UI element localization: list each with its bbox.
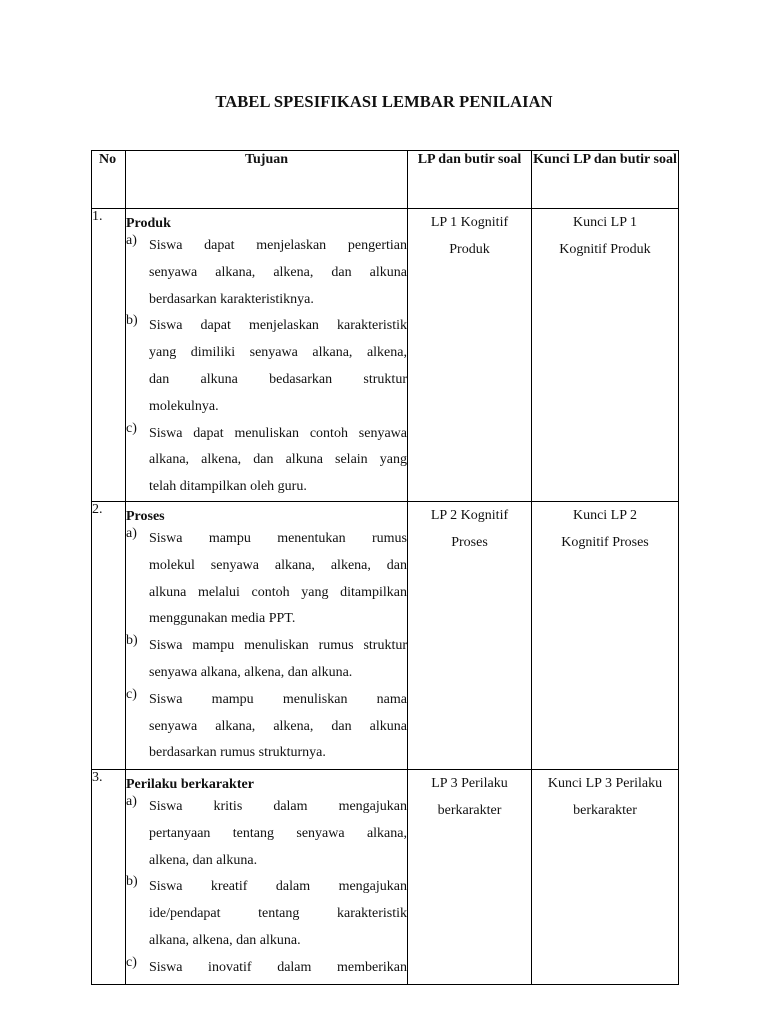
- list-marker: c): [126, 420, 137, 436]
- text-line: berdasarkan karakteristiknya.: [149, 291, 314, 307]
- list-item: [126, 687, 407, 767]
- text-line: dan alkuna bedasarkan struktur: [149, 371, 407, 387]
- text-line: senyawa alkana, alkena, dan alkuna: [149, 264, 407, 280]
- lp-line: Proses: [451, 535, 488, 550]
- row-number: 1.: [92, 209, 126, 502]
- tujuan-cell: [126, 502, 408, 770]
- list-item: [126, 874, 407, 954]
- lp-line: LP 2 Kognitif: [430, 508, 509, 523]
- text-line: alkana, alkena, dan alkuna selain yang: [149, 452, 407, 468]
- text-line: Siswa dapat menjelaskan karakteristik: [149, 318, 407, 334]
- lp-line: berkarakter: [437, 803, 502, 818]
- table-header-row: [92, 151, 679, 209]
- lp-cell: [408, 770, 532, 985]
- header-no: No: [92, 151, 126, 209]
- objective-list: [126, 794, 407, 982]
- kunci-line: Kunci LP 1: [572, 215, 638, 230]
- document-title: TABEL SPESIFIKASI LEMBAR PENILAIAN: [215, 92, 553, 111]
- kunci-line: Kunci LP 3 Perilaku: [547, 776, 663, 791]
- section-title: Proses: [126, 509, 165, 524]
- text-line: alkuna melalui contoh yang ditampilkan: [149, 584, 407, 600]
- text-line: Siswa kreatif dalam mengajukan: [149, 879, 407, 895]
- list-item: [126, 421, 407, 501]
- text-line: pertanyaan tentang senyawa alkana,: [149, 825, 407, 841]
- lp-cell: [408, 209, 532, 502]
- text-line: Siswa dapat menjelaskan pengertian: [149, 238, 407, 253]
- text-line: molekul senyawa alkana, alkena, dan: [149, 557, 407, 573]
- list-marker: c): [126, 686, 137, 702]
- text-line: Siswa mampu menuliskan rumus struktur: [149, 638, 407, 654]
- text-line: berdasarkan rumus strukturnya.: [149, 745, 326, 761]
- list-item: [126, 955, 407, 982]
- list-marker: b): [126, 313, 138, 329]
- text-line: molekulnya.: [149, 398, 219, 414]
- list-marker: a): [126, 794, 137, 809]
- text-line: senyawa alkana, alkena, dan alkuna.: [149, 664, 353, 680]
- list-item: [126, 794, 407, 874]
- section-title: Perilaku berkarakter: [126, 777, 254, 792]
- lp-line: LP 3 Perilaku: [431, 776, 508, 791]
- text-line: Siswa kritis dalam mengajukan: [149, 799, 407, 814]
- objective-list: [126, 526, 407, 767]
- list-item: [126, 233, 407, 313]
- text-line: alkana, alkena, dan alkuna.: [149, 932, 301, 948]
- text-line: telah ditampilkan oleh guru.: [149, 479, 307, 495]
- text-line: Siswa mampu menuliskan nama: [149, 691, 407, 707]
- lp-line: LP 1 Kognitif: [430, 215, 509, 230]
- row-number: 2.: [92, 502, 126, 770]
- text-line: Siswa dapat menuliskan contoh senyawa: [149, 425, 407, 441]
- text-line: menggunakan media PPT.: [149, 611, 296, 627]
- kunci-line: Kognitif Proses: [561, 535, 649, 550]
- header-kunci: Kunci LP dan butir soal: [532, 151, 679, 209]
- lp-cell: [408, 502, 532, 770]
- text-line: alkena, dan alkuna.: [149, 852, 258, 868]
- text-line: Siswa mampu menentukan rumus: [149, 531, 407, 546]
- header-tujuan: Tujuan: [126, 151, 408, 209]
- kunci-cell: [532, 209, 679, 502]
- table-row: [92, 502, 679, 770]
- kunci-line: Kunci LP 2: [572, 508, 638, 523]
- list-marker: a): [126, 526, 137, 541]
- list-item: [126, 313, 407, 420]
- row-number: 3.: [92, 770, 126, 985]
- lp-line: Produk: [449, 242, 490, 257]
- objective-list: [126, 233, 407, 501]
- kunci-cell: [532, 770, 679, 985]
- list-item: [126, 526, 407, 633]
- tujuan-cell: [126, 770, 408, 985]
- text-line: ide/pendapat tentang karakteristik: [149, 906, 407, 922]
- kunci-line: Kognitif Produk: [559, 242, 651, 257]
- text-line: yang dimiliki senyawa alkana, alkena,: [149, 345, 407, 361]
- list-item: [126, 633, 407, 687]
- specification-table: [91, 150, 679, 985]
- section-title: Produk: [126, 216, 171, 231]
- text-line: Siswa inovatif dalam memberikan: [149, 959, 407, 975]
- list-marker: c): [126, 954, 137, 970]
- kunci-cell: [532, 502, 679, 770]
- kunci-line: berkarakter: [573, 803, 637, 818]
- list-marker: b): [126, 874, 138, 890]
- text-line: senyawa alkana, alkena, dan alkuna: [149, 718, 407, 734]
- header-lp: LP dan butir soal: [408, 151, 532, 209]
- table-row: [92, 770, 679, 985]
- list-marker: b): [126, 633, 138, 649]
- tujuan-cell: [126, 209, 408, 502]
- table-row: [92, 209, 679, 502]
- list-marker: a): [126, 233, 137, 248]
